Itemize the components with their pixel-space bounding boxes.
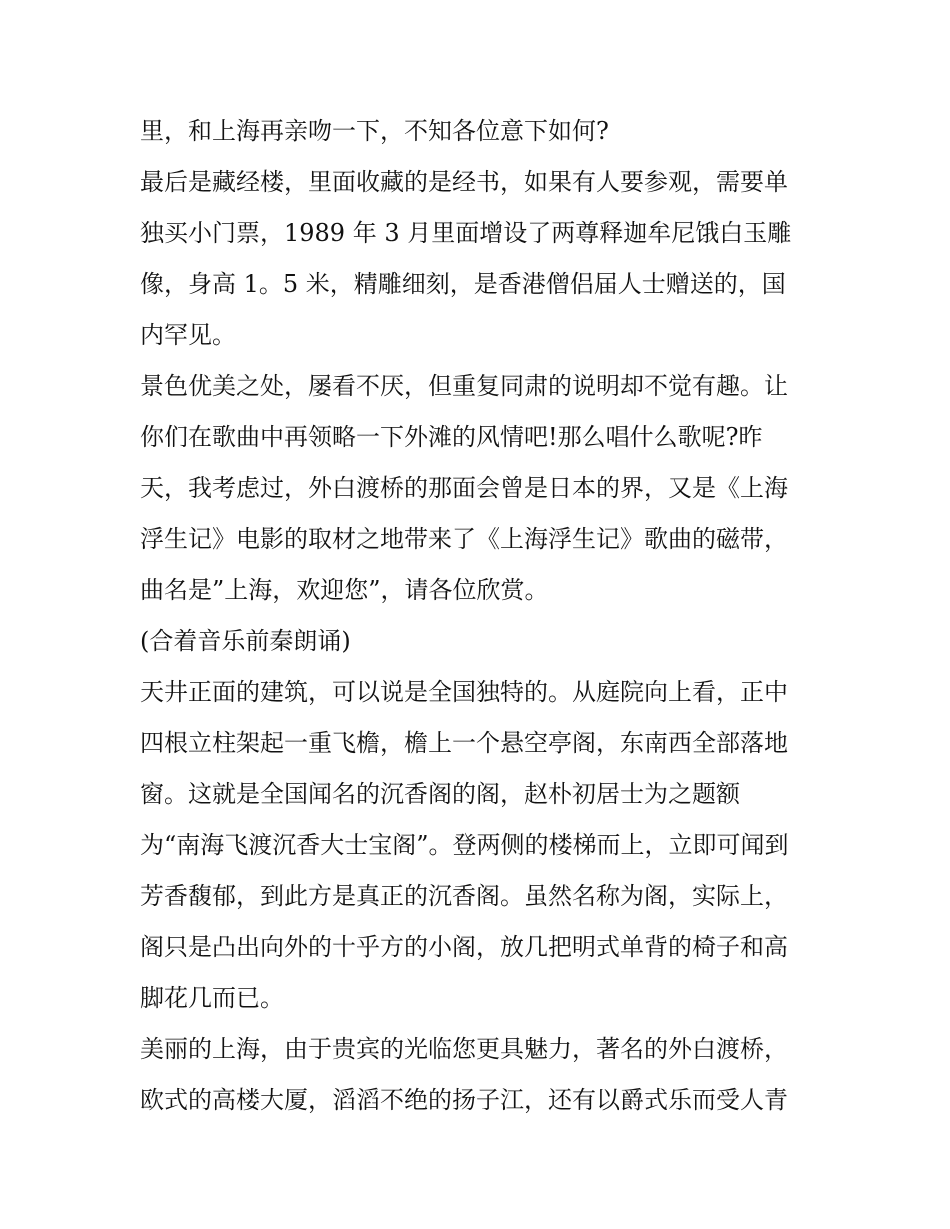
- text-line: 你们在歌曲中再领略一下外滩的风情吧!那么唱什么歌呢?昨: [140, 423, 763, 451]
- text-line: 内罕见。: [140, 321, 236, 349]
- text-line: 最后是藏经楼，里面收藏的是经书，如果有人要参观，需要单: [140, 168, 788, 196]
- text-line: (合着音乐前秦朗诵): [140, 627, 351, 655]
- text-line: 阁只是凸出向外的十乎方的小阁，放几把明式单背的椅子和高: [140, 933, 788, 961]
- text-line: 曲名是”上海，欢迎您”，请各位欣赏。: [140, 576, 549, 604]
- text-line: 为“南海飞渡沉香大士宝阁”。登两侧的楼梯而上，立即可闻到: [140, 831, 789, 859]
- text-line: 天，我考虑过，外白渡桥的那面会曾是日本的界，又是《上海: [140, 474, 788, 502]
- body-text: [140, 106, 830, 1126]
- text-line: 窗。这就是全国闻名的沉香阁的阁，赵朴初居士为之题额: [140, 780, 740, 808]
- text-line: 像，身高 1。5 米，精雕细刻，是香港僧侣届人士赠送的，国: [140, 270, 786, 298]
- text-line: 欧式的高楼大厦，滔滔不绝的扬子江，还有以爵式乐而受人青: [140, 1086, 788, 1114]
- text-line: 景色优美之处，屡看不厌，但重复同肃的说明却不觉有趣。让: [140, 372, 788, 400]
- text-line: 芳香馥郁，到此方是真正的沉香阁。虽然名称为阁，实际上，: [140, 882, 788, 910]
- text-line: 美丽的上海，由于贵宾的光临您更具魅力，著名的外白渡桥，: [140, 1035, 788, 1063]
- text-line: 四根立柱架起一重飞檐，檐上一个悬空亭阁，东南西全部落地: [140, 729, 788, 757]
- text-line: 天井正面的建筑，可以说是全国独特的。从庭院向上看，正中: [140, 678, 788, 706]
- text-line: 里，和上海再亲吻一下，不知各位意下如何?: [140, 117, 609, 145]
- text-line: 浮生记》电影的取材之地带来了《上海浮生记》歌曲的磁带，: [140, 525, 788, 553]
- text-line: 独买小门票，1989 年 3 月里面增设了两尊释迦牟尼饿白玉雕: [140, 219, 792, 247]
- text-line: 脚花几而已。: [140, 984, 284, 1012]
